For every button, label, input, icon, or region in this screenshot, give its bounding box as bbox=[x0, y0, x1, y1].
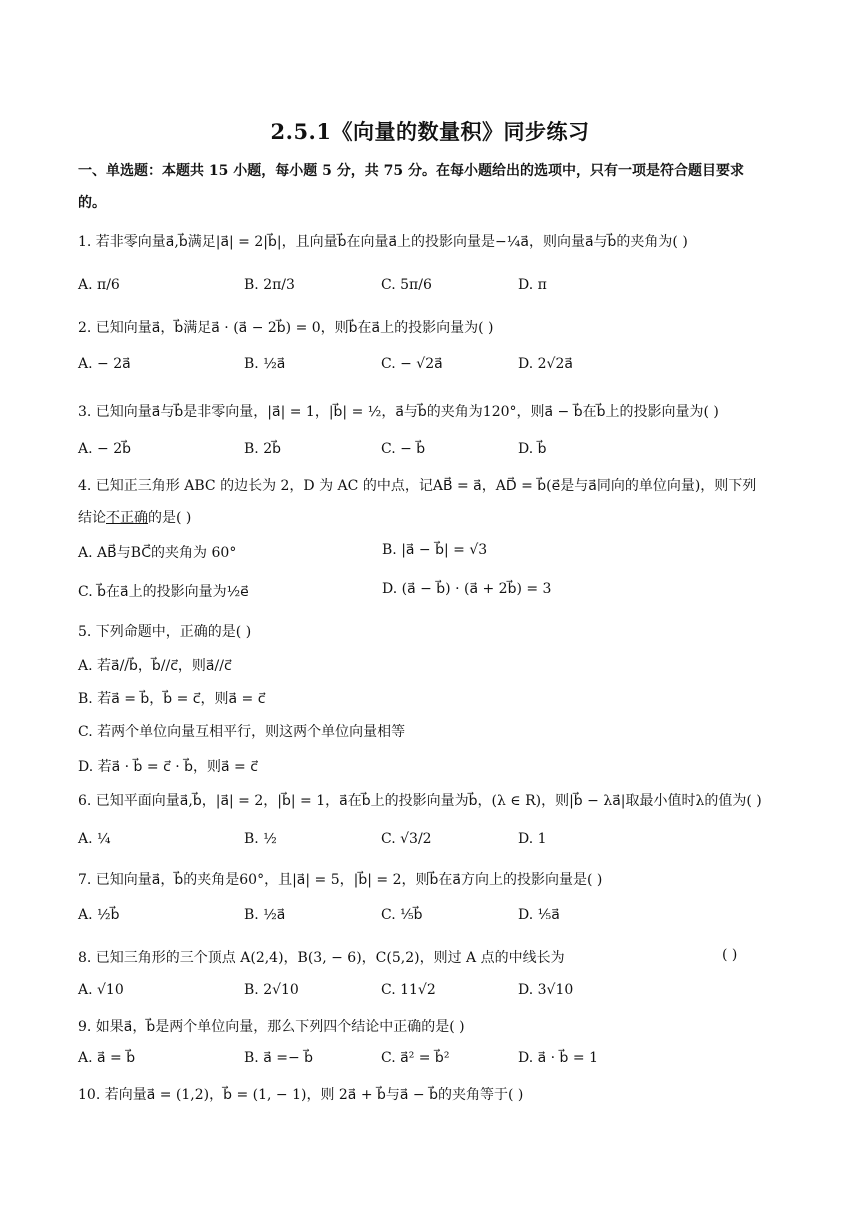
question-7-option-b: B. ½a⃗ bbox=[244, 907, 286, 923]
question-6-option-d: D. 1 bbox=[518, 831, 547, 847]
question-9-stem: 9. 如果a⃗，b⃗是两个单位向量，那么下列四个结论中正确的是( ) bbox=[78, 1019, 465, 1035]
question-4-stem-pre: 结论 bbox=[78, 510, 106, 526]
question-1-stem: 1. 若非零向量a⃗,b⃗满足|a⃗| = 2|b⃗|，且向量b⃗在向量a⃗上的投影向量是−¼a⃗，则向量a⃗与b⃗的夹角为( ) bbox=[78, 234, 688, 250]
question-8-option-d: D. 3√10 bbox=[518, 982, 574, 998]
question-8-answer-blank: ( ) bbox=[722, 947, 738, 963]
question-5-option-b: B. 若a⃗ = b⃗，b⃗ = c⃗，则a⃗ = c⃗ bbox=[78, 691, 266, 707]
section-heading-cont: 的。 bbox=[78, 195, 106, 211]
question-4-options-row1 bbox=[78, 542, 778, 568]
question-1-options bbox=[78, 277, 778, 303]
question-7-option-c: C. ⅕b⃗ bbox=[381, 907, 423, 923]
question-7-option-a: A. ½b⃗ bbox=[78, 907, 120, 923]
question-2-option-a: A. − 2a⃗ bbox=[78, 356, 131, 372]
question-4-option-d: D. (a⃗ − b⃗) · (a⃗ + 2b⃗) = 3 bbox=[382, 581, 552, 597]
question-4-underlined-text: 不正确 bbox=[106, 510, 148, 526]
question-8-option-a: A. √10 bbox=[78, 982, 124, 998]
question-3-option-a: A. − 2b⃗ bbox=[78, 441, 131, 457]
question-4-stem-post: 的是( ) bbox=[148, 510, 192, 526]
question-2-option-b: B. ½a⃗ bbox=[244, 356, 286, 372]
question-6-options bbox=[78, 831, 778, 857]
question-2-options bbox=[78, 356, 778, 382]
page-title: 2.5.1《向量的数量积》同步练习 bbox=[270, 119, 590, 144]
question-7-stem: 7. 已知向量a⃗，b⃗的夹角是60°，且|a⃗| = 5，|b⃗| = 2，则b⃗在a⃗方向上的投影向量是( ) bbox=[78, 872, 603, 888]
section-heading: 一、单选题：本题共 15 小题，每小题 5 分，共 75 分。在每小题给出的选项中，只有一项是符合题目要求 bbox=[78, 163, 744, 179]
question-4-stem: 4. 已知正三角形 ABC 的边长为 2，D 为 AC 的中点，记AB⃗ = a⃗，AD⃗ = b⃗(e⃗是与a⃗同向的单位向量)，则下列 bbox=[78, 478, 757, 494]
question-3-option-b: B. 2b⃗ bbox=[244, 441, 281, 457]
question-9-option-a: A. a⃗ = b⃗ bbox=[78, 1050, 136, 1066]
question-5-option-c: C. 若两个单位向量互相平行，则这两个单位向量相等 bbox=[78, 724, 406, 740]
question-1-option-d: D. π bbox=[518, 277, 547, 293]
question-3-options bbox=[78, 441, 778, 467]
question-1-option-c: C. 5π/6 bbox=[381, 277, 432, 293]
question-4-option-b: B. |a⃗ − b⃗| = √3 bbox=[382, 542, 488, 558]
question-4-options-row2 bbox=[78, 581, 778, 607]
question-9-option-b: B. a⃗ =− b⃗ bbox=[244, 1050, 314, 1066]
question-3-option-d: D. b⃗ bbox=[518, 441, 547, 457]
question-3-option-c: C. − b⃗ bbox=[381, 441, 426, 457]
question-8-options bbox=[78, 982, 778, 1008]
question-10-stem: 10. 若向量a⃗ = (1,2)，b⃗ = (1, − 1)，则 2a⃗ + b⃗与a⃗ − b⃗的夹角等于( ) bbox=[78, 1087, 524, 1103]
question-7-option-d: D. ⅕a⃗ bbox=[518, 907, 560, 923]
question-2-option-c: C. − √2a⃗ bbox=[381, 356, 443, 372]
question-2-option-d: D. 2√2a⃗ bbox=[518, 356, 573, 372]
question-2-stem: 2. 已知向量a⃗，b⃗满足a⃗ · (a⃗ − 2b⃗) = 0，则b⃗在a⃗上的投影向量为( ) bbox=[78, 320, 494, 336]
question-7-options bbox=[78, 907, 778, 933]
question-4-stem-cont bbox=[78, 507, 191, 527]
question-9-option-c: C. a⃗² = b⃗² bbox=[381, 1050, 450, 1066]
question-1-option-a: A. π/6 bbox=[78, 277, 120, 293]
question-5-option-d: D. 若a⃗ · b⃗ = c⃗ · b⃗，则a⃗ = c⃗ bbox=[78, 759, 258, 775]
question-8-option-b: B. 2√10 bbox=[244, 982, 299, 998]
question-9-option-d: D. a⃗ · b⃗ = 1 bbox=[518, 1050, 598, 1066]
question-4-option-a: A. AB⃗与BC⃗的夹角为 60° bbox=[78, 545, 237, 561]
question-5-stem: 5. 下列命题中，正确的是( ) bbox=[78, 624, 252, 640]
question-9-options bbox=[78, 1050, 778, 1076]
question-1-option-b: B. 2π/3 bbox=[244, 277, 295, 293]
question-3-stem: 3. 已知向量a⃗与b⃗是非零向量，|a⃗| = 1，|b⃗| = ½，a⃗与b⃗的夹角为120°，则a⃗ − b⃗在b⃗上的投影向量为( ) bbox=[78, 404, 719, 420]
question-6-stem: 6. 已知平面向量a⃗,b⃗，|a⃗| = 2，|b⃗| = 1，a⃗在b⃗上的投影向量为b⃗，(λ ∈ R)，则|b⃗ − λa⃗|取最小值时λ的值为( ) bbox=[78, 793, 762, 809]
question-8-stem: 8. 已知三角形的三个顶点 A(2,4)，B(3, − 6)，C(5,2)，则过 A 点的中线长为 bbox=[78, 950, 565, 966]
question-8-option-c: C. 11√2 bbox=[381, 982, 436, 998]
question-6-option-b: B. ½ bbox=[244, 831, 277, 847]
question-6-option-a: A. ¼ bbox=[78, 831, 111, 847]
question-4-option-c: C. b⃗在a⃗上的投影向量为½e⃗ bbox=[78, 584, 249, 600]
question-5-option-a: A. 若a⃗//b⃗，b⃗//c⃗，则a⃗//c⃗ bbox=[78, 658, 232, 674]
question-6-option-c: C. √3/2 bbox=[381, 831, 432, 847]
